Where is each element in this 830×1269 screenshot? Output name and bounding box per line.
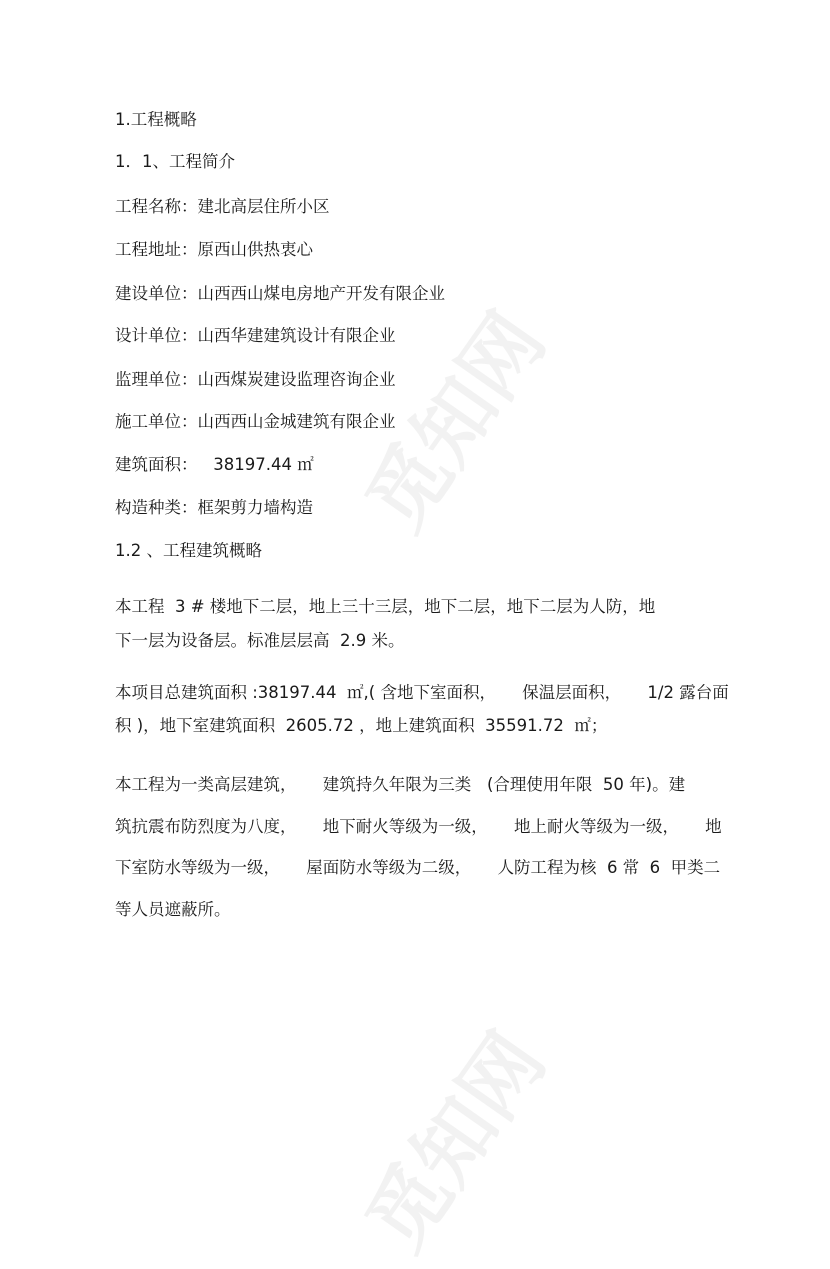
field-project-address: 工程地址：原西山供热衷心 [115,240,313,259]
watermark: 觅知网 [348,1016,563,1267]
paragraph-classification-line: 等人员遮蔽所。 [115,900,231,919]
field-structure-type: 构造种类：框架剪力墙构造 [115,498,313,517]
paragraph-classification-line: 筑抗震布防烈度为八度， 地下耐火等级为一级， 地上耐火等级为一级， 地 [115,817,722,836]
heading-project-overview: 1.工程概略 [115,110,197,129]
field-building-area: 建筑面积： 38197.44 ㎡ [115,455,314,474]
heading-architecture-overview: 1.2 、工程建筑概略 [115,541,262,560]
paragraph-area-line: 积 )，地下室建筑面积 2605.72 ，地上建筑面积 35591.72 ㎡； [115,716,608,735]
paragraph-area-line: 本项目总建筑面积 :38197.44 ㎡,( 含地下室面积， 保温层面积， 1/2 露台面 [115,683,729,702]
field-project-name: 工程名称：建北高层住所小区 [115,197,330,216]
field-supervisor: 监理单位：山西煤炭建设监理咨询企业 [115,370,396,389]
field-contractor: 施工单位：山西西山金城建筑有限企业 [115,412,396,431]
watermark: 觅知网 [348,296,563,547]
field-developer: 建设单位：山西西山煤电房地产开发有限企业 [115,284,445,303]
paragraph-classification-line: 本工程为一类高层建筑， 建筑持久年限为三类 (合理使用年限 50 年)。建 [115,775,686,794]
paragraph-classification-line: 下室防水等级为一级， 屋面防水等级为二级， 人防工程为核 6 常 6 甲类二 [115,858,721,877]
heading-project-intro: 1．1、工程简介 [115,152,235,171]
field-designer: 设计单位：山西华建建筑设计有限企业 [115,326,396,345]
paragraph-floors-line: 本工程 3 # 楼地下二层，地上三十三层，地下二层，地下二层为人防，地 [115,597,656,616]
paragraph-floors-line: 下一层为设备层。标准层层高 2.9 米。 [115,631,405,650]
